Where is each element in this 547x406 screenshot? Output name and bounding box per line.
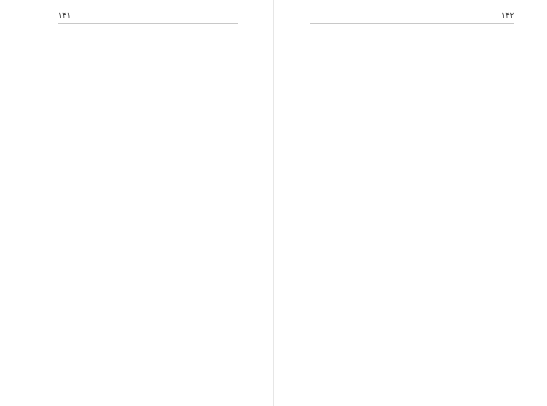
left-page <box>0 0 273 406</box>
right-page <box>274 0 547 406</box>
right-header-rule <box>310 23 514 24</box>
left-page-body <box>58 29 238 397</box>
left-page-header: ١۴١ <box>58 11 71 20</box>
right-page-body <box>310 29 514 397</box>
left-header-rule <box>58 23 238 24</box>
right-page-header: ١۴٢ <box>501 11 514 20</box>
